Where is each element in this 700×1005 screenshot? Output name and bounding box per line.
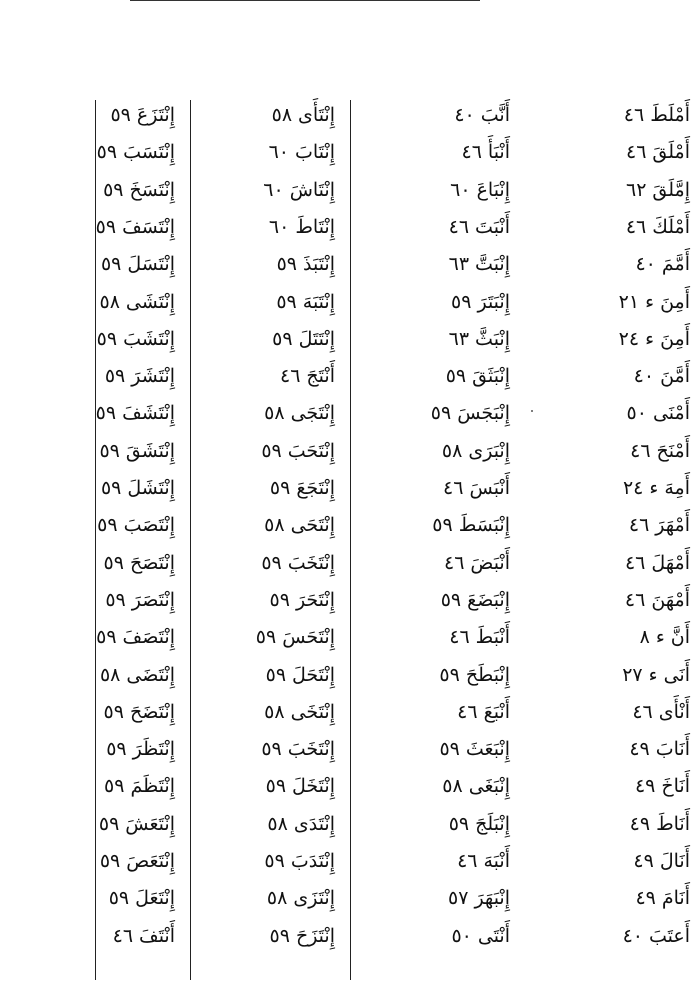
index-entry xyxy=(104,771,175,801)
index-entry xyxy=(630,809,690,839)
entry-page-number: ٥٩ xyxy=(439,738,460,761)
entry-word: إِنْبَتَرَ xyxy=(477,290,510,313)
index-entry xyxy=(104,697,175,727)
entry-word: إِنْتَحَرَ xyxy=(295,588,335,611)
entry-word: إِنْتَزَحَ xyxy=(295,924,335,947)
entry-word: إِنْتَدَبَ xyxy=(290,850,335,872)
entry-word: إِنْتَصَحَ xyxy=(129,551,175,574)
index-entry xyxy=(449,622,510,652)
index-entry xyxy=(97,510,175,540)
entry-word: إِنْتَخَلَ xyxy=(292,775,335,798)
entry-page-number: ٥٩ xyxy=(104,775,125,798)
entry-page-number: ٥٨ xyxy=(264,402,285,425)
index-entry xyxy=(277,249,335,279)
entry-page-number: ٤٠ xyxy=(635,253,656,276)
entry-word: إِنْبَرَى xyxy=(468,439,510,462)
entry-page-number: ٤٦ xyxy=(280,365,301,388)
index-entry xyxy=(264,510,335,540)
entry-word: إِنْتَظَرَ xyxy=(132,738,175,761)
entry-page-number: ٥٩ xyxy=(264,850,285,872)
entry-word: أَنَاخَ xyxy=(661,775,690,798)
entry-word: أَمْهَلَ xyxy=(651,551,690,574)
entry-page-number: ٤٩ xyxy=(629,812,651,835)
index-entry xyxy=(101,249,175,279)
entry-page-number: ٤٦ xyxy=(461,141,482,164)
index-entry xyxy=(267,883,335,913)
entry-page-number: ء ٢٧ xyxy=(622,663,658,686)
entry-page-number: ٦٢ xyxy=(625,178,647,201)
index-entry xyxy=(443,473,510,503)
entry-page-number: ٥٧ xyxy=(448,887,469,910)
entry-word: إِنْتَشَقَ xyxy=(125,439,175,462)
entry-page-number: ٦٠ xyxy=(268,141,290,164)
entry-page-number: ٥٩ xyxy=(272,327,293,350)
index-entry xyxy=(109,883,175,913)
index-entry xyxy=(629,734,690,764)
entry-word: إِنْتَحَلَ xyxy=(292,663,335,686)
index-entry xyxy=(99,287,175,317)
entry-page-number: ٤٦ xyxy=(457,850,478,872)
index-entry xyxy=(619,324,690,354)
entry-word: إِنْتَحَى xyxy=(290,514,335,537)
entry-word: إِنْتَصَبَ xyxy=(123,514,175,537)
index-entry xyxy=(451,287,510,317)
index-entry xyxy=(633,846,690,876)
entry-word: إِنْتَجَعَ xyxy=(296,477,335,499)
index-entry xyxy=(276,287,335,317)
entry-word: إِنْتَزَى xyxy=(293,887,335,910)
index-entry xyxy=(113,921,175,951)
entry-word: أَمْهَنَ xyxy=(651,588,690,611)
entry-word: أَنَابَ xyxy=(655,738,690,761)
entry-page-number: ٥٠ xyxy=(626,402,647,425)
index-entry xyxy=(266,660,335,690)
entry-page-number: ٥٨ xyxy=(271,104,293,126)
entry-page-number: ٦٠ xyxy=(268,215,290,238)
index-entry xyxy=(442,771,510,801)
index-entry xyxy=(264,697,335,727)
entry-word: إِنْتَشَفَ xyxy=(122,402,175,425)
entry-page-number: ٦٣ xyxy=(448,253,470,276)
entry-page-number: ٤٦ xyxy=(448,215,470,238)
index-entry xyxy=(256,622,335,652)
entry-page-number: ٥٨ xyxy=(99,663,121,686)
entry-page-number: ء ٢٤ xyxy=(622,477,659,499)
index-entry xyxy=(450,175,510,205)
index-entry xyxy=(100,846,175,876)
index-entry xyxy=(449,809,510,839)
index-entry xyxy=(461,137,510,167)
entry-word: إِنْتَحَبَ xyxy=(287,439,335,462)
index-entry xyxy=(441,585,510,615)
entry-word: أَنْبَأَ xyxy=(487,141,510,164)
index-entry xyxy=(630,436,690,466)
column-divider xyxy=(190,100,191,980)
entry-word: إِنْتَعَشَ xyxy=(125,812,175,835)
entry-page-number: ٤٦ xyxy=(623,104,645,126)
entry-word: إِنْتَصَفَ xyxy=(122,626,175,649)
index-entry xyxy=(269,137,335,167)
entry-word: إِنْبَطَحَ xyxy=(465,663,510,686)
entry-word: أَنْبَهَ xyxy=(483,850,510,872)
index-entry xyxy=(100,660,175,690)
entry-page-number: ٥٩ xyxy=(439,663,460,686)
entry-page-number: ٤٦ xyxy=(624,551,646,574)
entry-page-number: ٥٩ xyxy=(95,402,117,425)
index-entry xyxy=(449,249,510,279)
entry-page-number: ٥٩ xyxy=(95,215,117,238)
entry-word: أَنَّبَ xyxy=(480,104,510,126)
entry-word: إِنْتَضَى xyxy=(126,663,175,686)
entry-page-number: ٤٦ xyxy=(628,514,650,537)
entry-page-number: ٥٩ xyxy=(108,887,130,910)
entry-word: أَنَامَ xyxy=(661,887,690,910)
index-entry xyxy=(640,622,690,652)
entry-word: إِنْتَخَبَ xyxy=(287,738,335,761)
index-entry xyxy=(261,436,335,466)
entry-word: إِنْتَشَى xyxy=(125,290,175,313)
entry-word: إِنْبَاعَ xyxy=(476,178,510,201)
entry-page-number: ٥٨ xyxy=(264,514,285,537)
entry-page-number: ٤٩ xyxy=(629,738,650,761)
entry-page-number: ٤٦ xyxy=(624,588,646,611)
entry-page-number: ٤٦ xyxy=(632,700,653,723)
entry-word: إِنْبَتَّ xyxy=(475,253,510,276)
index-column-3 xyxy=(190,100,335,980)
index-entry xyxy=(448,883,510,913)
entry-page-number: ٤٩ xyxy=(635,887,656,910)
entry-page-number: ٥٩ xyxy=(265,663,287,686)
index-entry xyxy=(442,436,510,466)
index-entry xyxy=(619,287,690,317)
entry-word: أَمْلَكَ xyxy=(652,215,690,238)
entry-page-number: ٦٠ xyxy=(450,178,471,201)
entry-word: إِنْبَضَعَ xyxy=(467,588,510,611)
entry-word: أَنْبَتَ xyxy=(475,215,510,238)
entry-word: أَمْلَقَ xyxy=(652,141,690,164)
entry-page-number: ٥٩ xyxy=(269,924,290,947)
entry-page-number: ٥٨ xyxy=(442,775,463,798)
entry-word: أَنْبَضَ xyxy=(470,551,510,574)
entry-word: إِنْبَثَقَ xyxy=(472,365,510,388)
index-entry xyxy=(269,212,335,242)
entry-page-number: ٥٠ xyxy=(451,924,472,947)
entry-page-number: ٥٩ xyxy=(96,327,118,350)
index-entry xyxy=(623,921,690,951)
entry-page-number: ٤٠ xyxy=(622,924,643,947)
index-entry xyxy=(96,398,175,428)
index-entry xyxy=(449,212,510,242)
entry-page-number: ٥٩ xyxy=(110,104,131,126)
entry-word: إِنْبَثَّ xyxy=(475,327,510,350)
entry-page-number: ٥٩ xyxy=(100,253,122,276)
index-entry xyxy=(626,175,690,205)
entry-word: إِنْتَخَبَ xyxy=(287,551,335,574)
entry-word: أَمْلَطَ xyxy=(650,104,690,126)
index-entry xyxy=(272,324,335,354)
entry-word: أَنْتَجَ xyxy=(306,365,335,388)
entry-word: إِنْبَغَى xyxy=(468,775,510,798)
entry-word: إِنْتَسَخَ xyxy=(129,178,175,201)
entry-page-number: ٥٩ xyxy=(103,551,124,574)
entry-word: أَنْبَطَ xyxy=(475,626,510,649)
index-entry xyxy=(627,398,690,428)
index-entry xyxy=(623,473,690,503)
index-entry xyxy=(439,660,510,690)
index-entry xyxy=(263,175,335,205)
entry-word: إِنْتَعَلَ xyxy=(135,887,175,910)
index-entry xyxy=(270,921,335,951)
entry-page-number: ٤٦ xyxy=(625,215,647,238)
entry-word: أَعتَبَ xyxy=(648,924,690,947)
entry-page-number: ٥٩ xyxy=(103,700,124,723)
entry-page-number: ٥٩ xyxy=(440,588,462,611)
entry-word: إِنْتَأَى xyxy=(298,104,335,126)
index-entry xyxy=(97,324,175,354)
entry-word: أَنَالَ xyxy=(659,850,690,872)
entry-page-number: ٥٩ xyxy=(100,477,122,499)
entry-page-number: ٥٩ xyxy=(97,514,118,537)
entry-page-number: ٥٩ xyxy=(432,514,453,537)
entry-word: أَنْبَعَ xyxy=(483,700,510,723)
index-entry xyxy=(267,809,335,839)
entry-page-number: ٥٩ xyxy=(261,551,282,574)
entry-word: إِنْتَحَسَ xyxy=(282,626,335,649)
index-entry xyxy=(270,585,335,615)
entry-word: إِنْتَزَعَ xyxy=(136,104,175,126)
index-entry xyxy=(457,846,510,876)
entry-word: إِنْتَسَبَ xyxy=(123,141,175,164)
entry-page-number: ٥٩ xyxy=(105,588,126,611)
index-entry xyxy=(272,100,335,130)
entry-page-number: ٥٩ xyxy=(96,626,117,649)
entry-word: إِنْتَبَهَ xyxy=(302,290,335,313)
index-column-2 xyxy=(350,100,510,980)
index-entry xyxy=(96,622,175,652)
entry-word: أَمْنَى xyxy=(652,402,690,425)
entry-page-number: ٥٨ xyxy=(441,439,463,462)
entry-word: أَمَّمَ xyxy=(661,253,690,276)
entry-page-number: ء ٢٤ xyxy=(618,327,655,350)
index-entry xyxy=(625,585,690,615)
top-rule xyxy=(130,0,480,1)
entry-word: أَمِنَ xyxy=(660,327,690,350)
index-entry xyxy=(632,697,690,727)
entry-word: إِنْتَعَصَ xyxy=(126,850,175,872)
entry-word: أَنْتَفَ xyxy=(139,924,175,947)
entry-page-number: ٥٩ xyxy=(430,402,452,425)
entry-word: إِنْتَصَرَ xyxy=(131,588,175,611)
entry-page-number: ء ٨ xyxy=(639,626,665,649)
entry-page-number: ٤٦ xyxy=(443,477,464,499)
entry-page-number: ٦٠ xyxy=(263,178,284,201)
index-entry xyxy=(449,324,510,354)
index-entry xyxy=(99,436,175,466)
entry-word: إِنْتَتَلَ xyxy=(298,327,335,350)
entry-word: إِنْتَاطَ xyxy=(295,215,335,238)
index-entry xyxy=(264,398,335,428)
entry-page-number: ٥٨ xyxy=(264,700,285,723)
index-entry xyxy=(261,548,335,578)
index-entry xyxy=(457,697,510,727)
index-entry xyxy=(99,809,175,839)
entry-page-number: ٥٩ xyxy=(261,738,282,761)
entry-page-number: ٤٦ xyxy=(449,626,470,649)
entry-page-number: ٥٩ xyxy=(451,290,472,313)
entry-word: إِنْبَجَسَ xyxy=(457,402,510,425)
entry-page-number: ٥٩ xyxy=(104,365,126,388)
entry-page-number: ٤٦ xyxy=(625,141,647,164)
entry-page-number: ٥٩ xyxy=(99,439,120,462)
stray-dot xyxy=(531,410,533,412)
entry-word: إِنْتَشَرَ xyxy=(131,365,175,388)
entry-word: أَنْأَى xyxy=(658,700,690,723)
index-entry xyxy=(626,212,690,242)
entry-page-number: ٦٣ xyxy=(448,327,470,350)
index-entry xyxy=(431,398,510,428)
entry-word: أَمْهَرَ xyxy=(655,514,690,537)
entry-word: إِنْتَاشَ xyxy=(289,178,335,201)
entry-word: إِمَّلَقَ xyxy=(652,178,690,201)
index-entry xyxy=(106,734,175,764)
index-entry xyxy=(261,734,335,764)
index-entry xyxy=(629,510,690,540)
entry-page-number: ٥٩ xyxy=(448,812,470,835)
index-entry xyxy=(104,548,175,578)
index-entry xyxy=(97,137,175,167)
index-entry xyxy=(624,100,690,130)
entry-page-number: ٥٩ xyxy=(276,290,297,313)
index-entry xyxy=(635,771,690,801)
index-entry xyxy=(626,137,690,167)
word-index xyxy=(95,100,690,980)
index-entry xyxy=(444,548,510,578)
entry-word: إِنْتَظَمَ xyxy=(130,775,175,798)
entry-word: إِنْبَهَرَ xyxy=(474,887,510,910)
index-entry xyxy=(635,249,690,279)
entry-word: إِنْتَشَبَ xyxy=(123,327,175,350)
index-entry xyxy=(105,361,175,391)
entry-page-number: ٤٩ xyxy=(634,775,656,798)
column-divider xyxy=(350,100,351,980)
entry-page-number: ء ٢١ xyxy=(618,290,655,313)
entry-word: أَنْتَى xyxy=(477,924,510,947)
entry-page-number: ٥٨ xyxy=(99,290,120,313)
entry-word: أَمِنَ xyxy=(660,290,690,313)
index-entry xyxy=(110,100,175,130)
entry-word: أَنَى xyxy=(663,663,690,686)
index-entry xyxy=(634,361,690,391)
entry-page-number: ٥٩ xyxy=(106,738,127,761)
entry-word: إِنْتَدَى xyxy=(293,812,335,835)
entry-page-number: ٤٠ xyxy=(454,104,475,126)
entry-word: إِنْتَابَ xyxy=(295,141,335,164)
index-entry xyxy=(266,771,335,801)
entry-page-number: ٤٠ xyxy=(633,365,655,388)
entry-word: إِنْتَجَى xyxy=(290,402,335,425)
entry-word: أَمْنَحَ xyxy=(656,439,690,462)
entry-word: أَنَّ xyxy=(670,626,690,649)
index-entry xyxy=(446,361,510,391)
entry-word: أَنْبَسَ xyxy=(469,477,510,499)
index-entry xyxy=(432,510,510,540)
index-column-4 xyxy=(95,100,175,980)
entry-page-number: ٤٩ xyxy=(633,850,654,872)
entry-page-number: ٥٩ xyxy=(98,812,120,835)
entry-word: أَمِهَ xyxy=(664,477,690,499)
entry-page-number: ٥٩ xyxy=(255,626,277,649)
entry-page-number: ٤٦ xyxy=(444,551,465,574)
index-entry xyxy=(101,473,175,503)
entry-word: إِنْتَسَلَ xyxy=(127,253,175,276)
entry-word: إِنْبَعَثَ xyxy=(465,738,510,761)
entry-page-number: ٤٦ xyxy=(630,439,651,462)
index-column-1 xyxy=(520,100,690,980)
entry-page-number: ٥٩ xyxy=(96,141,118,164)
entry-word: إِنْتَشَلَ xyxy=(127,477,175,499)
entry-word: إِنْبَلَجَ xyxy=(475,812,510,835)
entry-word: إِنْتَخَى xyxy=(290,700,335,723)
index-entry xyxy=(264,846,335,876)
index-entry xyxy=(622,660,690,690)
entry-page-number: ٥٩ xyxy=(99,850,121,872)
entry-page-number: ٥٨ xyxy=(267,812,288,835)
index-entry xyxy=(625,548,690,578)
entry-page-number: ٥٩ xyxy=(276,253,297,276)
entry-word: أَنَاطَ xyxy=(656,812,690,835)
index-entry xyxy=(635,883,690,913)
entry-page-number: ٤٦ xyxy=(457,700,478,723)
entry-page-number: ٥٩ xyxy=(269,588,290,611)
entry-page-number: ٤٦ xyxy=(112,924,134,947)
entry-page-number: ٥٨ xyxy=(266,887,288,910)
entry-word: إِنْبَسَطَ xyxy=(458,514,510,537)
entry-word: إِنْتَبَذَ xyxy=(302,253,335,276)
index-entry xyxy=(451,921,510,951)
index-entry xyxy=(280,361,335,391)
entry-page-number: ٥٩ xyxy=(261,439,282,462)
entry-word: إِنْتَضَحَ xyxy=(129,700,175,723)
index-entry xyxy=(454,100,510,130)
index-entry xyxy=(270,473,335,503)
entry-page-number: ٥٩ xyxy=(445,365,467,388)
index-entry xyxy=(105,585,175,615)
entry-page-number: ٥٩ xyxy=(265,775,287,798)
entry-page-number: ٥٩ xyxy=(103,178,124,201)
index-entry xyxy=(103,175,175,205)
entry-word: أَمَّنَ xyxy=(660,365,690,388)
entry-page-number: ٥٩ xyxy=(269,477,291,499)
entry-word: إِنْتَسَفَ xyxy=(122,215,175,238)
index-entry xyxy=(439,734,510,764)
index-entry xyxy=(96,212,175,242)
